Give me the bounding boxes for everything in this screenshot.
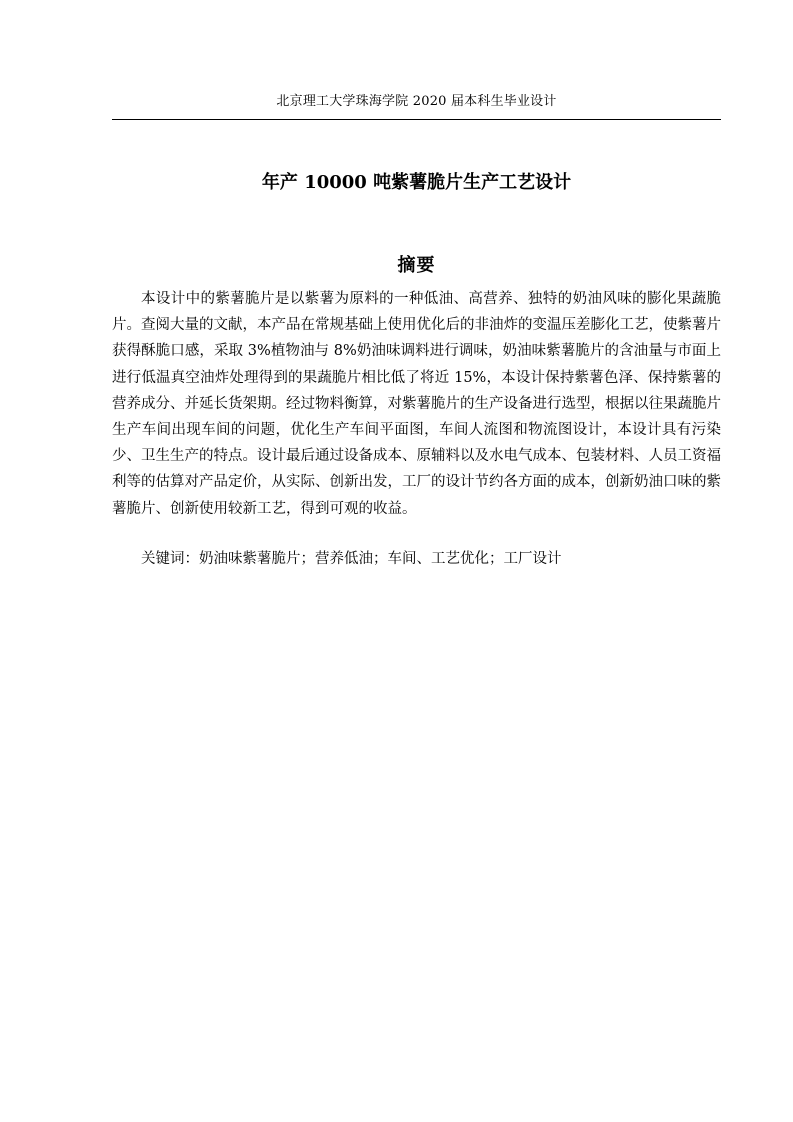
abstract-paragraph: 本设计中的紫薯脆片是以紫薯为原料的一种低油、高营养、独特的奶油风味的膨化果蔬脆片。查阅大量的文献，本产品在常规基础上使用优化后的非油炸的变温压差膨化工艺，使紫薯片获得酥脆口感，采取 3%植物油与 8%奶油味调料进行调味，奶油味紫薯脆片的含油量与市面上进行低温真空油炸处理得到的果蔬脆片相比低了将近 15%，本设计保持紫薯色泽、保持紫薯的营养成分、并延长货架期。经过物料衡算，对紫薯脆片的生产设备进行选型，根据以往果蔬脆片生产车间出现车间的问题，优化生产车间平面图，车间人流图和物流图设计，本设计具有污染少、卫生生产的特点。设计最后通过设备成本、原辅料以及水电气成本、包装材料、人员工资福利等的估算对产品定价，从实际、创新出发，工厂的设计节约各方面的成本，创新奶油口味的紫薯脆片、创新使用较新工艺，得到可观的收益。 (112, 291, 721, 517)
running-header: 北京理工大学珠海学院 2020 届本科生毕业设计 (276, 94, 557, 109)
keywords-line: 关键词：奶油味紫薯脆片；营养低油；车间、工艺优化；工厂设计 (141, 551, 562, 567)
header-divider (112, 119, 721, 120)
abstract-heading: 摘要 (397, 255, 436, 276)
document-title: 年产 10000 吨紫薯脆片生产工艺设计 (261, 172, 572, 193)
